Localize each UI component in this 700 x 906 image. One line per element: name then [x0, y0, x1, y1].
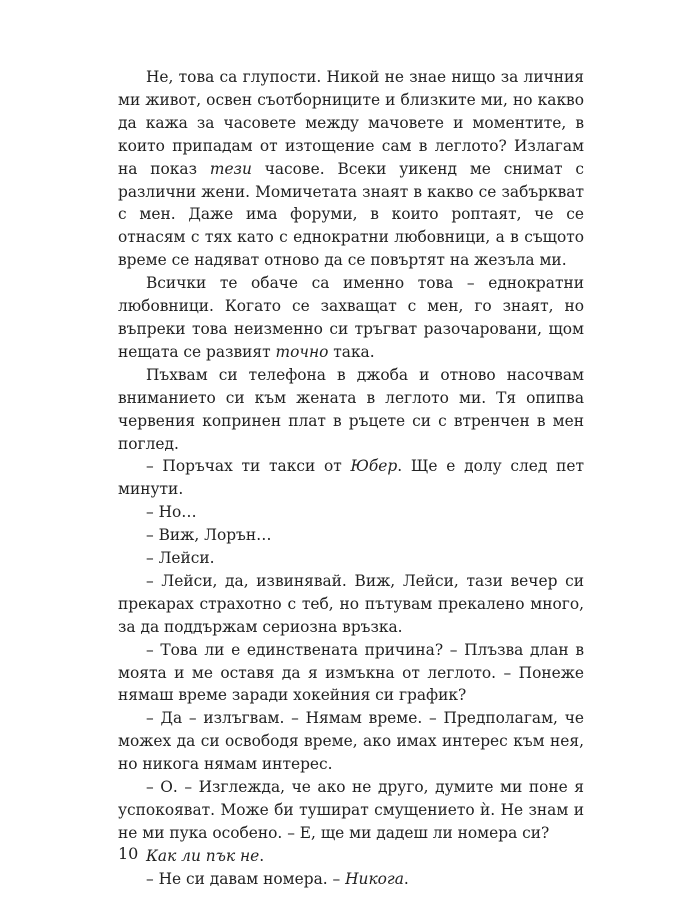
paragraph	[118, 524, 584, 547]
text-segment: – Виж, Лорън…	[146, 526, 272, 545]
italic-text: Как ли пък не	[146, 846, 260, 865]
paragraph	[118, 66, 584, 272]
text-segment: така.	[328, 342, 375, 361]
text-segment: – Това ли е единствената причина? – Плъзва длан в моята и ме оставя да я измъкна от леглото. – Понеже нямаш време заради хокейния си график?	[118, 640, 584, 705]
italic-text: тези	[209, 159, 252, 178]
page-number: 10	[118, 844, 139, 863]
text-segment: – Не си давам номера. –	[146, 869, 346, 888]
text-segment: . Ще е долу след пет минути.	[118, 457, 584, 499]
paragraph	[118, 707, 584, 776]
paragraph	[118, 455, 584, 501]
paragraph	[118, 364, 584, 456]
italic-text: точно	[275, 342, 329, 361]
text-segment: – Поръчах ти такси от	[146, 457, 351, 476]
text-segment: – Да – излъгвам. – Нямам време. – Предполагам, че можех да си освободя време, ако имах интерес към нея, но никога нямам интерес.	[118, 709, 584, 774]
text-segment: часове. Всеки уикенд ме снимат с различни жени. Момичетата знаят в какво се забъркват с мен. Даже има форуми, в които роптаят, че се отнасям с тях като с еднократни любовници, а в същото време се надяват отново да се повъртят на жезъла ми.	[118, 159, 584, 270]
paragraph	[118, 501, 584, 524]
text-segment: .	[403, 869, 409, 888]
paragraph	[118, 547, 584, 570]
text-segment: .	[259, 846, 265, 865]
italic-text: Юбер	[350, 457, 398, 476]
body-text	[118, 66, 584, 891]
text-segment: Всички те обаче са именно това – еднократни любовници. Когато се захващат с мен, го знаят, но въпреки това неизменно си тръгват разочаровани, щом нещата се развият	[118, 274, 584, 361]
paragraph	[118, 639, 584, 708]
text-segment: Не, това са глупости. Никой не знае нищо за личния ми живот, освен съотборниците и близките ми, но какво да кажа за часовете между мачовете и моментите, в които припадам от изтощение сам в леглото? Излагам на показ	[118, 68, 584, 178]
paragraph	[118, 776, 584, 845]
text-segment: – Лейси, да, извинявай. Виж, Лейси, тази вечер си прекарах страхотно с теб, но пътувам прекалено много, за да поддържам сериозна връзка.	[118, 571, 584, 636]
italic-text: Никога	[345, 869, 404, 888]
paragraph	[118, 272, 584, 364]
paragraph	[118, 845, 584, 868]
text-segment: – О. – Изглежда, че ако не друго, думите ми поне я успокояват. Може би тушират смущението ѝ. Не знам и не ми пука особено. – Е, ще ми дадеш ли номера си?	[118, 778, 584, 842]
text-segment: – Лейси.	[146, 549, 215, 568]
text-segment: Пъхвам си телефона в джоба и отново насочвам вниманието си към жената в леглото ми. Тя опипва червения копринен плат в ръцете си с втренчен в мен поглед.	[118, 365, 584, 453]
paragraph	[118, 570, 584, 639]
paragraph	[118, 868, 584, 891]
text-segment: – Но…	[146, 503, 197, 522]
